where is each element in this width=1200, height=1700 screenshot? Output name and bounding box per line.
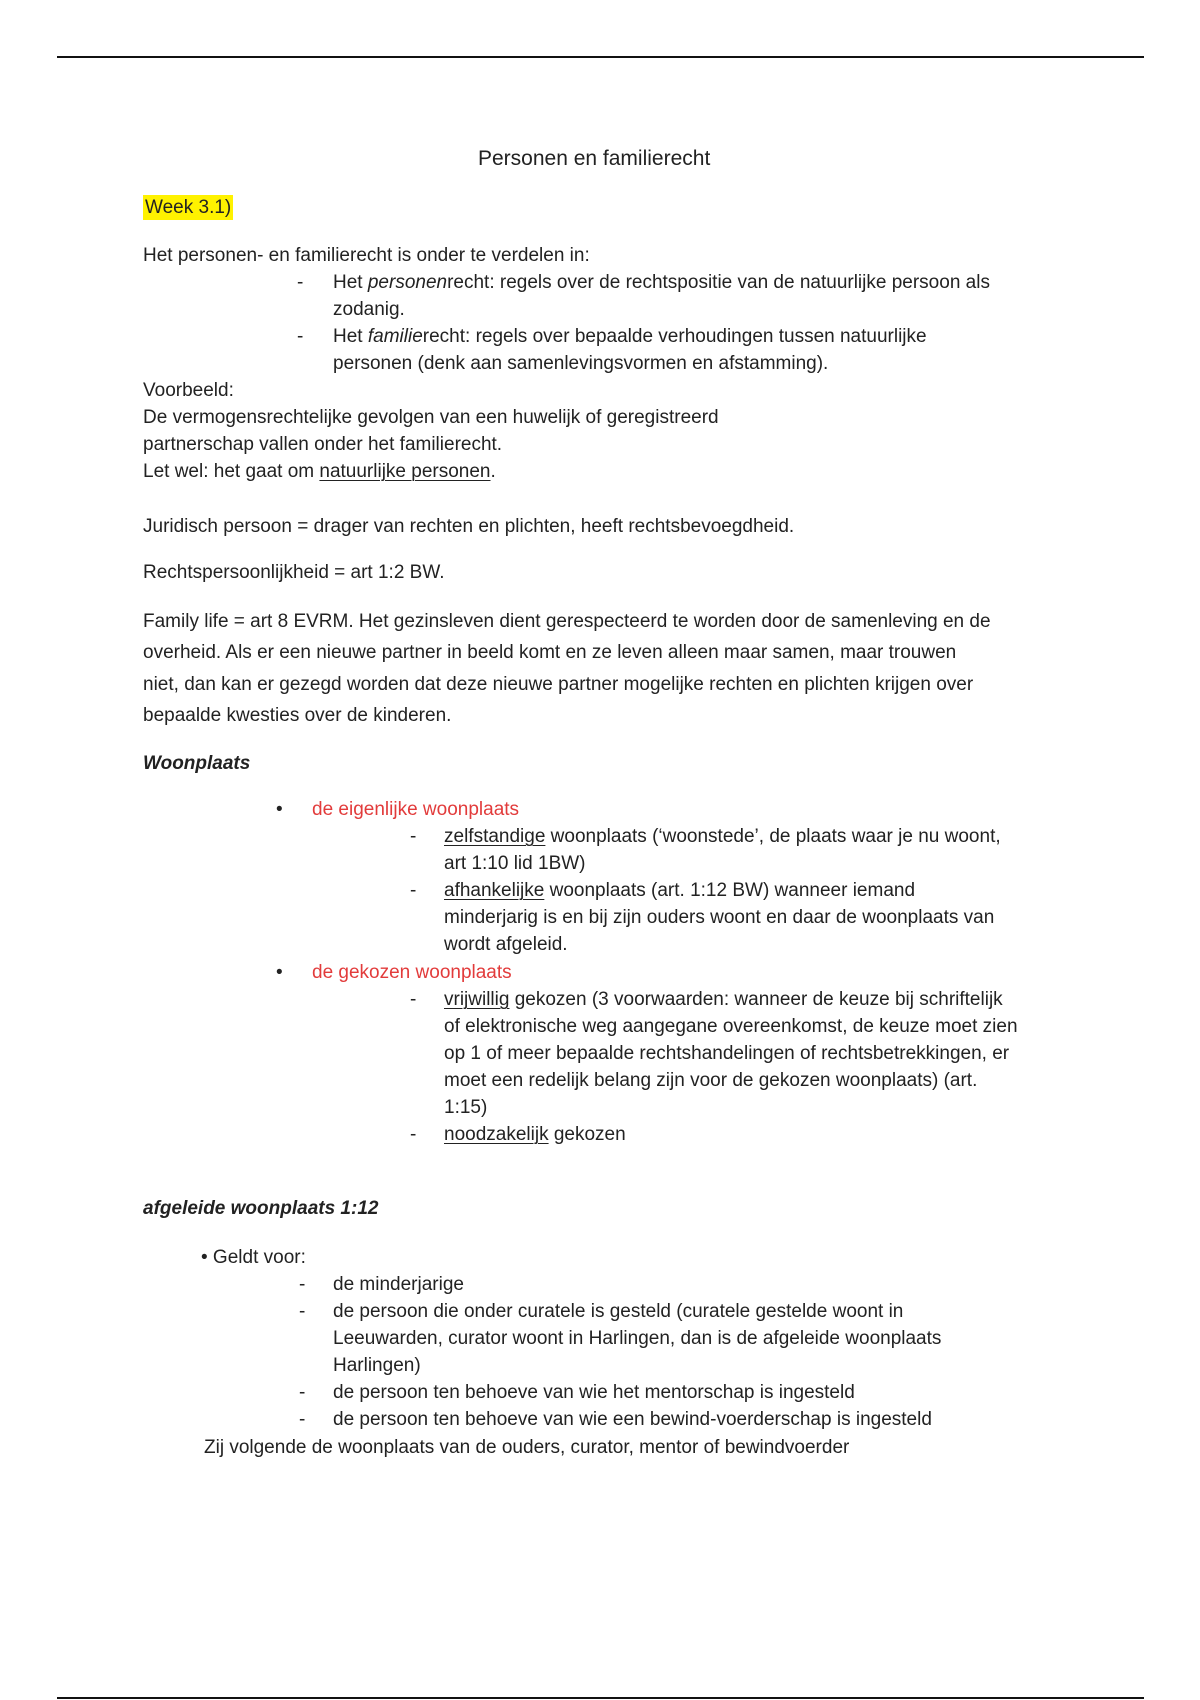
geldt-voor-mentorschap: de persoon ten behoeve van wie het mentorschap is ingesteld (333, 1382, 855, 1403)
geldt-voor-curatele: de persoon die onder curatele is gesteld (curatele gestelde woont in (333, 1301, 904, 1322)
vrijwillig-gekozen-cont-1: of elektronische weg aangegane overeenkomst, de keuze moet zien (444, 1016, 1018, 1037)
page-title: Personen en familierecht (478, 147, 711, 170)
gekozen-woonplaats: de gekozen woonplaats (312, 962, 512, 983)
dash-marker: - (297, 326, 304, 347)
let-wel-line: Let wel: het gaat om natuurlijke personen. (143, 461, 496, 482)
zelfstandige-woonplaats-cont: art 1:10 lid 1BW) (444, 853, 586, 874)
vrijwillig-gekozen-cont-3: moet een redelijk belang zijn voor de gekozen woonplaats) (art. (444, 1070, 978, 1091)
afhankelijke-woonplaats-cont-2: wordt afgeleid. (444, 934, 568, 955)
dash-marker: - (299, 1274, 306, 1295)
intro-item-personenrecht-cont: zodanig. (333, 299, 405, 320)
geldt-voor-minderjarige: de minderjarige (333, 1274, 464, 1295)
vrijwillig-gekozen-cont-2: op 1 of meer bepaalde rechtshandelingen of rechtsbetrekkingen, er (444, 1043, 1010, 1064)
eigenlijke-woonplaats: de eigenlijke woonplaats (312, 799, 520, 820)
week-highlight: Week 3.1) (145, 197, 232, 218)
intro-item-personenrecht: Het personenrecht: regels over de rechtspositie van de natuurlijke persoon als (333, 272, 990, 293)
dash-marker: - (410, 826, 417, 847)
dash-marker: - (410, 1124, 417, 1145)
dash-marker: - (299, 1301, 306, 1322)
bullet-marker: • (276, 962, 283, 983)
voorbeeld-label: Voorbeeld: (143, 380, 234, 401)
rechtspersoonlijkheid-def: Rechtspersoonlijkheid = art 1:2 BW. (143, 562, 445, 583)
bullet-marker: • (276, 799, 283, 820)
geldt-voor-label: • Geldt voor: (201, 1247, 306, 1268)
dash-marker: - (299, 1382, 306, 1403)
family-life-line-4: bepaalde kwesties over de kinderen. (143, 705, 452, 726)
bottom-rule (57, 1697, 1144, 1699)
family-life-line-3: niet, dan kan er gezegd worden dat deze nieuwe partner mogelijke rechten en plichten krijgen over (143, 674, 974, 695)
afgeleide-woonplaats-heading: afgeleide woonplaats 1:12 (143, 1198, 379, 1219)
natuurlijke-personen-underlined: natuurlijke personen (319, 461, 491, 482)
intro-lead: Het personen- en familierecht is onder te verdelen in: (143, 245, 590, 266)
family-life-line-2: overheid. Als er een nieuwe partner in beeld komt en ze leven alleen maar samen, maar trouwen (143, 642, 957, 663)
dash-marker: - (297, 272, 304, 293)
zelfstandige-woonplaats: zelfstandige woonplaats (‘woonstede’, de plaats waar je nu woont, (444, 826, 1001, 847)
geldt-voor-bewindvoerderschap: de persoon ten behoeve van wie een bewind-voerderschap is ingesteld (333, 1409, 932, 1430)
vrijwillig-gekozen: vrijwillig gekozen (3 voorwaarden: wanneer de keuze bij schriftelijk (444, 989, 1003, 1010)
afhankelijke-woonplaats-cont-1: minderjarig is en bij zijn ouders woont en daar de woonplaats van (444, 907, 995, 928)
voorbeeld-line-2: partnerschap vallen onder het familierecht. (143, 434, 503, 455)
dash-marker: - (410, 880, 417, 901)
juridisch-persoon-def: Juridisch persoon = drager van rechten en plichten, heeft rechtsbevoegdheid. (143, 516, 795, 537)
afhankelijke-woonplaats: afhankelijke woonplaats (art. 1:12 BW) wanneer iemand (444, 880, 916, 901)
family-life-line-1: Family life = art 8 EVRM. Het gezinsleven dient gerespecteerd te worden door de samenleving en de (143, 611, 991, 632)
geldt-voor-curatele-cont-2: Harlingen) (333, 1355, 421, 1376)
noodzakelijk-gekozen: noodzakelijk gekozen (444, 1124, 626, 1145)
intro-item-familierecht: Het familierecht: regels over bepaalde verhoudingen tussen natuurlijke (333, 326, 927, 347)
week-label (143, 198, 233, 217)
geldt-voor-curatele-cont-1: Leeuwarden, curator woont in Harlingen, dan is de afgeleide woonplaats (333, 1328, 942, 1349)
dash-marker: - (299, 1409, 306, 1430)
afgeleide-slotzin: Zij volgende de woonplaats van de ouders, curator, mentor of bewindvoerder (204, 1437, 850, 1458)
voorbeeld-line-1: De vermogensrechtelijke gevolgen van een huwelijk of geregistreerd (143, 407, 719, 428)
top-rule (57, 56, 1144, 58)
woonplaats-heading: Woonplaats (143, 753, 251, 774)
vrijwillig-gekozen-cont-4: 1:15) (444, 1097, 488, 1118)
intro-item-familierecht-cont: personen (denk aan samenlevingsvormen en afstamming). (333, 353, 829, 374)
dash-marker: - (410, 989, 417, 1010)
